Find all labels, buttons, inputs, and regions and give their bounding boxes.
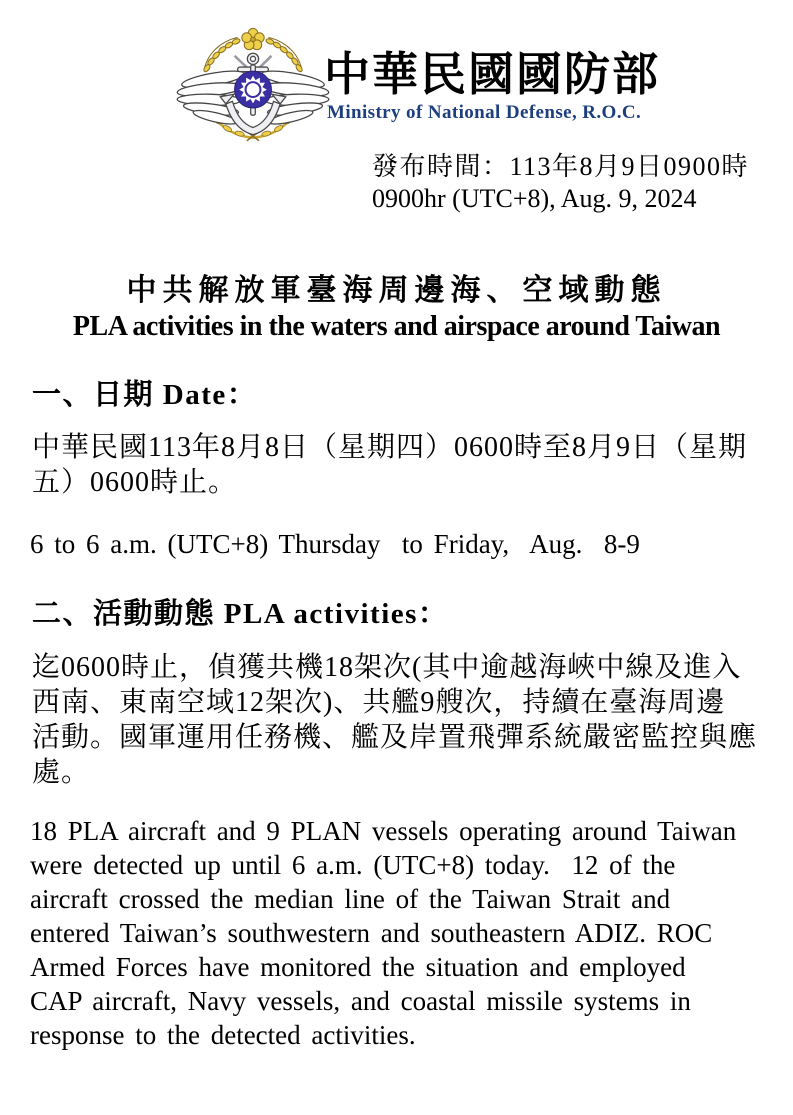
text-line: 處。 <box>32 757 91 788</box>
section-heading-activities: 二、活動動態 PLA activities： <box>32 598 449 630</box>
text-line: 迄0600時止，偵獲共機18架次(其中逾越海峽中線及進入 <box>32 652 742 683</box>
text-line: were detected up until 6 a.m. (UTC+8) today. 12 of the <box>30 850 676 880</box>
sun-emblem-icon <box>235 71 272 108</box>
section-heading-date: 一、日期 Date： <box>32 379 258 411</box>
org-name-en: Ministry of National Defense, R.O.C. <box>327 102 642 123</box>
org-name-zh: 中華民國國防部 <box>324 49 660 100</box>
text-line: aircraft crossed the median line of the Taiwan Strait and <box>30 884 671 914</box>
mnd-emblem-logo <box>176 22 330 150</box>
date-body-zh <box>32 430 747 500</box>
activities-body-zh <box>32 650 757 790</box>
release-time-en: 0900hr (UTC+8), Aug. 9, 2024 <box>372 184 697 213</box>
document-title-en: PLA activities in the waters and airspace around Taiwan <box>72 311 721 342</box>
release-time-zh: 發布時間：113年8月9日0900時 <box>372 152 750 181</box>
plum-blossom-icon <box>242 28 264 49</box>
text-line: 18 PLA aircraft and 9 PLAN vessels operating around Taiwan <box>30 816 737 846</box>
text-line: 五）0600時止。 <box>32 467 238 498</box>
mnd-emblem-icon <box>176 22 330 150</box>
activities-body-en <box>30 814 736 1052</box>
text-line: response to the detected activities. <box>30 1020 416 1050</box>
text-line: Armed Forces have monitored the situation and employed <box>30 952 686 982</box>
document-title <box>0 272 793 343</box>
text-line: entered Taiwan’s southwestern and southeastern ADIZ. ROC <box>30 918 713 948</box>
text-line: CAP aircraft, Navy vessels, and coastal missile systems in <box>30 986 691 1016</box>
text-line: 活動。國軍運用任務機、艦及岸置飛彈系統嚴密監控與應 <box>32 722 758 753</box>
text-line: 西南、東南空域12架次)、共艦9艘次，持續在臺海周邊 <box>32 687 726 718</box>
release-time <box>372 151 749 215</box>
text-line: 中華民國113年8月8日（星期四）0600時至8月9日（星期 <box>32 432 747 463</box>
date-body-en: 6 to 6 a.m. (UTC+8) Thursday to Friday, Aug. 8-9 <box>30 529 640 559</box>
document-title-zh: 中共解放軍臺海周邊海、空域動態 <box>126 274 667 307</box>
